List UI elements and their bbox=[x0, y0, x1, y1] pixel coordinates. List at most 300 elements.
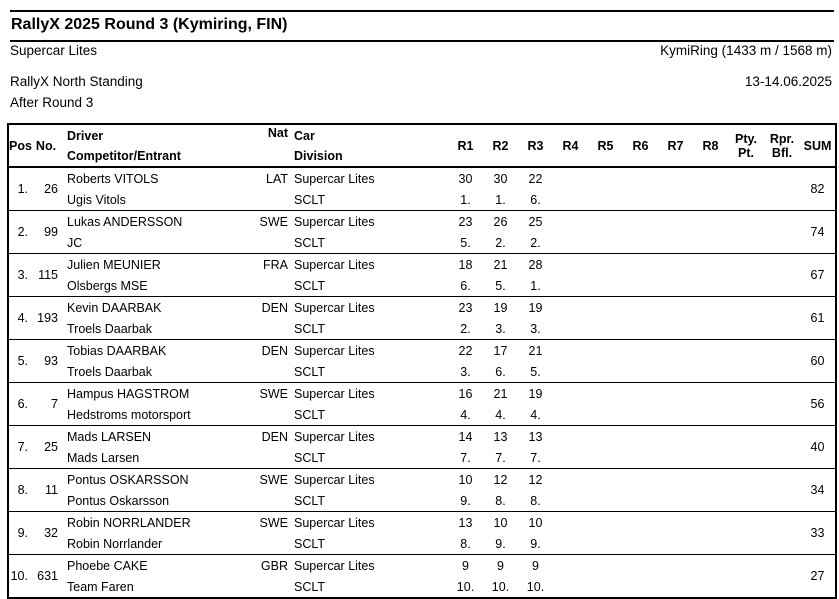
car-model: Supercar Lites bbox=[294, 515, 375, 530]
col-car-label: Car bbox=[294, 128, 315, 143]
r8-points bbox=[693, 297, 728, 319]
penalty-points bbox=[728, 297, 764, 319]
driver-name: Phoebe CAKE bbox=[67, 558, 148, 573]
r4-points bbox=[553, 167, 588, 189]
col-rpr-line1: Rpr. bbox=[769, 131, 795, 146]
entrant-name: Troels Daarbak bbox=[67, 321, 152, 336]
r2-place: 8. bbox=[495, 493, 506, 508]
sum-points: 61 bbox=[810, 311, 825, 325]
r1-points: 23 bbox=[458, 214, 473, 229]
r8-place bbox=[693, 232, 728, 254]
col-driver-label: Driver bbox=[67, 128, 104, 143]
r1-points: 30 bbox=[458, 171, 473, 186]
r5-points bbox=[588, 211, 623, 233]
r4-points bbox=[553, 426, 588, 448]
r2-points: 21 bbox=[493, 386, 508, 401]
nationality: DEN bbox=[261, 343, 288, 358]
r4-points bbox=[553, 340, 588, 362]
r2-points: 9 bbox=[497, 558, 504, 573]
car-number: 193 bbox=[37, 311, 58, 325]
penalty-spacer bbox=[728, 490, 764, 512]
driver-name: Robin NORRLANDER bbox=[67, 515, 191, 530]
r1-points: 14 bbox=[458, 429, 473, 444]
col-pos: Pos bbox=[8, 124, 30, 167]
car-model: Supercar Lites bbox=[294, 558, 375, 573]
r2-place: 7. bbox=[495, 450, 506, 465]
col-r2: R2 bbox=[483, 124, 518, 167]
nat-spacer bbox=[255, 490, 288, 512]
car-number: 32 bbox=[44, 526, 58, 540]
r7-points bbox=[658, 167, 693, 189]
r3-place: 7. bbox=[530, 450, 541, 465]
sum-points: 34 bbox=[810, 483, 825, 497]
r7-place bbox=[658, 361, 693, 383]
r5-points bbox=[588, 555, 623, 577]
penalty-spacer bbox=[728, 447, 764, 469]
r7-place bbox=[658, 189, 693, 211]
division-code: SCLT bbox=[294, 493, 326, 508]
table-row bbox=[8, 512, 836, 555]
col-sum: SUM bbox=[800, 124, 836, 167]
col-pty-line1: Pty. bbox=[735, 131, 757, 146]
table-row bbox=[8, 469, 836, 512]
penalty-spacer bbox=[728, 361, 764, 383]
r3-place: 6. bbox=[530, 192, 541, 207]
r3-place: 10. bbox=[526, 579, 545, 594]
entrant-name: Team Faren bbox=[67, 579, 134, 594]
car-model: Supercar Lites bbox=[294, 386, 375, 401]
r4-points bbox=[553, 211, 588, 233]
r5-points bbox=[588, 254, 623, 276]
repair-bonus bbox=[764, 254, 800, 276]
r7-place bbox=[658, 576, 693, 598]
repair-bonus bbox=[764, 340, 800, 362]
division-code: SCLT bbox=[294, 579, 326, 594]
nationality: SWE bbox=[259, 472, 288, 487]
r2-place: 2. bbox=[495, 235, 506, 250]
r3-points: 25 bbox=[528, 214, 543, 229]
r3-points: 12 bbox=[528, 472, 543, 487]
r8-points bbox=[693, 167, 728, 189]
table-row bbox=[8, 426, 836, 469]
repair-spacer bbox=[764, 490, 800, 512]
standing-title: RallyX North Standing bbox=[10, 74, 143, 89]
r1-place: 1. bbox=[460, 192, 471, 207]
r1-points: 13 bbox=[458, 515, 473, 530]
r1-place: 7. bbox=[460, 450, 471, 465]
driver-name: Hampus HAGSTROM bbox=[67, 386, 190, 401]
position: 1. bbox=[17, 182, 28, 196]
col-pty-line2: Pt. bbox=[738, 145, 754, 160]
r7-points bbox=[658, 512, 693, 534]
r2-points: 30 bbox=[493, 171, 508, 186]
r8-points bbox=[693, 211, 728, 233]
r3-points: 9 bbox=[532, 558, 539, 573]
repair-bonus bbox=[764, 426, 800, 448]
r6-place bbox=[623, 490, 658, 512]
r7-points bbox=[658, 426, 693, 448]
entrant-name: Pontus Oskarsson bbox=[67, 493, 170, 508]
r6-place bbox=[623, 404, 658, 426]
r8-points bbox=[693, 512, 728, 534]
col-driver bbox=[62, 124, 255, 167]
col-r8: R8 bbox=[693, 124, 728, 167]
repair-bonus bbox=[764, 512, 800, 534]
sum-points: 40 bbox=[810, 440, 825, 454]
r5-place bbox=[588, 447, 623, 469]
car-model: Supercar Lites bbox=[294, 300, 375, 315]
r2-points: 17 bbox=[493, 343, 508, 358]
r4-place bbox=[553, 404, 588, 426]
penalty-spacer bbox=[728, 232, 764, 254]
r2-place: 1. bbox=[495, 192, 506, 207]
nat-spacer bbox=[255, 318, 288, 340]
r7-points bbox=[658, 340, 693, 362]
r2-place: 4. bbox=[495, 407, 506, 422]
r5-points bbox=[588, 383, 623, 405]
r3-place: 9. bbox=[530, 536, 541, 551]
car-model: Supercar Lites bbox=[294, 472, 375, 487]
r5-place bbox=[588, 275, 623, 297]
r1-place: 8. bbox=[460, 536, 471, 551]
car-number: 7 bbox=[51, 397, 58, 411]
car-number: 25 bbox=[44, 440, 58, 454]
division-code: SCLT bbox=[294, 407, 326, 422]
penalty-spacer bbox=[728, 576, 764, 598]
r4-place bbox=[553, 447, 588, 469]
r4-points bbox=[553, 383, 588, 405]
r3-points: 13 bbox=[528, 429, 543, 444]
r3-place: 2. bbox=[530, 235, 541, 250]
r7-points bbox=[658, 383, 693, 405]
table-row bbox=[8, 254, 836, 297]
r4-place bbox=[553, 318, 588, 340]
class-name: Supercar Lites bbox=[10, 43, 98, 58]
r4-place bbox=[553, 576, 588, 598]
r8-place bbox=[693, 189, 728, 211]
nat-spacer bbox=[255, 533, 288, 555]
standings-table bbox=[7, 123, 837, 599]
r7-points bbox=[658, 297, 693, 319]
penalty-spacer bbox=[728, 318, 764, 340]
car-number: 93 bbox=[44, 354, 58, 368]
r4-place bbox=[553, 490, 588, 512]
entrant-name: Ugis Vitols bbox=[67, 192, 126, 207]
r3-points: 19 bbox=[528, 300, 543, 315]
r6-points bbox=[623, 383, 658, 405]
table-row bbox=[8, 555, 836, 599]
repair-spacer bbox=[764, 361, 800, 383]
position: 9. bbox=[17, 526, 28, 540]
r5-points bbox=[588, 426, 623, 448]
r2-points: 12 bbox=[493, 472, 508, 487]
report-header-band bbox=[10, 10, 834, 42]
penalty-points bbox=[728, 469, 764, 491]
r1-place: 2. bbox=[460, 321, 471, 336]
penalty-points bbox=[728, 340, 764, 362]
car-number: 11 bbox=[45, 483, 58, 497]
penalty-points bbox=[728, 555, 764, 577]
r3-points: 10 bbox=[528, 515, 543, 530]
r3-place: 5. bbox=[530, 364, 541, 379]
penalty-points bbox=[728, 167, 764, 189]
repair-spacer bbox=[764, 275, 800, 297]
nat-spacer bbox=[255, 275, 288, 297]
nationality: SWE bbox=[259, 386, 288, 401]
repair-spacer bbox=[764, 447, 800, 469]
r8-place bbox=[693, 361, 728, 383]
after-round: After Round 3 bbox=[10, 95, 94, 110]
r1-points: 23 bbox=[458, 300, 473, 315]
driver-name: Tobias DAARBAK bbox=[67, 343, 167, 358]
car-number: 99 bbox=[44, 225, 58, 239]
col-division-label: Division bbox=[294, 148, 343, 163]
r1-points: 18 bbox=[458, 257, 473, 272]
r8-place bbox=[693, 533, 728, 555]
r1-place: 4. bbox=[460, 407, 471, 422]
r4-place bbox=[553, 533, 588, 555]
table-row bbox=[8, 297, 836, 340]
r2-points: 26 bbox=[493, 214, 508, 229]
r5-place bbox=[588, 232, 623, 254]
repair-spacer bbox=[764, 232, 800, 254]
header-row bbox=[8, 124, 836, 167]
r3-place: 3. bbox=[530, 321, 541, 336]
penalty-spacer bbox=[728, 404, 764, 426]
r4-points bbox=[553, 297, 588, 319]
r6-points bbox=[623, 167, 658, 189]
table-row bbox=[8, 167, 836, 211]
r8-points bbox=[693, 383, 728, 405]
driver-name: Mads LARSEN bbox=[67, 429, 152, 444]
nationality: FRA bbox=[263, 257, 288, 272]
sum-points: 74 bbox=[810, 225, 825, 239]
table-row bbox=[8, 340, 836, 383]
r8-points bbox=[693, 555, 728, 577]
r6-place bbox=[623, 275, 658, 297]
repair-bonus bbox=[764, 297, 800, 319]
entrant-name: JC bbox=[67, 235, 83, 250]
entrant-name: Mads Larsen bbox=[67, 450, 140, 465]
col-competitor-label: Competitor/Entrant bbox=[67, 148, 181, 163]
r6-points bbox=[623, 297, 658, 319]
r5-place bbox=[588, 490, 623, 512]
position: 2. bbox=[17, 225, 28, 239]
r5-points bbox=[588, 167, 623, 189]
r5-place bbox=[588, 533, 623, 555]
repair-bonus bbox=[764, 383, 800, 405]
sum-points: 27 bbox=[810, 569, 825, 583]
r6-points bbox=[623, 254, 658, 276]
division-code: SCLT bbox=[294, 278, 326, 293]
r8-place bbox=[693, 576, 728, 598]
r7-place bbox=[658, 404, 693, 426]
r5-place bbox=[588, 189, 623, 211]
r8-place bbox=[693, 447, 728, 469]
r6-place bbox=[623, 533, 658, 555]
nat-spacer bbox=[255, 361, 288, 383]
nat-spacer bbox=[255, 447, 288, 469]
driver-name: Kevin DAARBAK bbox=[67, 300, 162, 315]
r7-points bbox=[658, 555, 693, 577]
r7-place bbox=[658, 490, 693, 512]
penalty-points bbox=[728, 254, 764, 276]
r6-points bbox=[623, 555, 658, 577]
r4-place bbox=[553, 232, 588, 254]
r1-points: 22 bbox=[458, 343, 473, 358]
division-code: SCLT bbox=[294, 450, 326, 465]
r6-place bbox=[623, 447, 658, 469]
r1-place: 10. bbox=[456, 579, 475, 594]
r2-points: 19 bbox=[493, 300, 508, 315]
sum-points: 33 bbox=[810, 526, 825, 540]
r5-points bbox=[588, 297, 623, 319]
entrant-name: Robin Norrlander bbox=[67, 536, 163, 551]
event-dates: 13-14.06.2025 bbox=[744, 74, 832, 89]
r7-place bbox=[658, 275, 693, 297]
r1-place: 5. bbox=[460, 235, 471, 250]
r7-place bbox=[658, 318, 693, 340]
r8-points bbox=[693, 469, 728, 491]
repair-bonus bbox=[764, 469, 800, 491]
table-row bbox=[8, 383, 836, 426]
penalty-spacer bbox=[728, 275, 764, 297]
division-code: SCLT bbox=[294, 364, 326, 379]
repair-spacer bbox=[764, 404, 800, 426]
col-r3: R3 bbox=[518, 124, 553, 167]
col-r6: R6 bbox=[623, 124, 658, 167]
r3-points: 22 bbox=[528, 171, 543, 186]
r4-place bbox=[553, 275, 588, 297]
repair-bonus bbox=[764, 211, 800, 233]
nationality: DEN bbox=[261, 429, 288, 444]
col-no: No. bbox=[30, 124, 62, 167]
position: 10. bbox=[10, 569, 28, 583]
r7-points bbox=[658, 469, 693, 491]
car-model: Supercar Lites bbox=[294, 171, 375, 186]
r5-place bbox=[588, 318, 623, 340]
penalty-points bbox=[728, 211, 764, 233]
car-number: 26 bbox=[44, 182, 58, 196]
r3-place: 4. bbox=[530, 407, 541, 422]
r7-place bbox=[658, 447, 693, 469]
r1-points: 10 bbox=[458, 472, 473, 487]
r2-place: 5. bbox=[495, 278, 506, 293]
repair-spacer bbox=[764, 576, 800, 598]
repair-spacer bbox=[764, 533, 800, 555]
nationality: SWE bbox=[259, 214, 288, 229]
r2-place: 9. bbox=[495, 536, 506, 551]
r6-points bbox=[623, 469, 658, 491]
r8-points bbox=[693, 340, 728, 362]
sum-points: 56 bbox=[810, 397, 825, 411]
division-code: SCLT bbox=[294, 321, 326, 336]
r3-points: 19 bbox=[528, 386, 543, 401]
col-nat: Nat bbox=[255, 124, 288, 167]
car-model: Supercar Lites bbox=[294, 214, 375, 229]
penalty-points bbox=[728, 383, 764, 405]
r6-place bbox=[623, 318, 658, 340]
r6-points bbox=[623, 211, 658, 233]
position: 4. bbox=[17, 311, 28, 325]
r2-points: 10 bbox=[493, 515, 508, 530]
nationality: GBR bbox=[260, 558, 288, 573]
col-pty bbox=[728, 124, 764, 167]
repair-bonus bbox=[764, 167, 800, 189]
r6-place bbox=[623, 576, 658, 598]
r1-place: 3. bbox=[460, 364, 471, 379]
col-r1: R1 bbox=[448, 124, 483, 167]
r6-place bbox=[623, 361, 658, 383]
r8-place bbox=[693, 275, 728, 297]
table-row bbox=[8, 211, 836, 254]
r4-place bbox=[553, 189, 588, 211]
r4-points bbox=[553, 469, 588, 491]
entrant-name: Hedstroms motorsport bbox=[67, 407, 191, 422]
r6-points bbox=[623, 512, 658, 534]
r4-points bbox=[553, 512, 588, 534]
position: 3. bbox=[17, 268, 28, 282]
car-model: Supercar Lites bbox=[294, 343, 375, 358]
col-rpr-line2: Bfl. bbox=[771, 145, 793, 160]
r2-points: 13 bbox=[493, 429, 508, 444]
entrant-name: Troels Daarbak bbox=[67, 364, 152, 379]
position: 7. bbox=[17, 440, 28, 454]
sum-points: 82 bbox=[810, 182, 825, 196]
r8-place bbox=[693, 490, 728, 512]
r4-points bbox=[553, 254, 588, 276]
r8-points bbox=[693, 254, 728, 276]
r5-place bbox=[588, 404, 623, 426]
sum-points: 67 bbox=[810, 268, 825, 282]
repair-spacer bbox=[764, 318, 800, 340]
position: 8. bbox=[17, 483, 28, 497]
penalty-spacer bbox=[728, 533, 764, 555]
car-number: 631 bbox=[37, 569, 58, 583]
col-car bbox=[288, 124, 448, 167]
position: 5. bbox=[17, 354, 28, 368]
r6-place bbox=[623, 232, 658, 254]
r8-place bbox=[693, 318, 728, 340]
r1-points: 16 bbox=[458, 386, 473, 401]
driver-name: Roberts VITOLS bbox=[67, 171, 159, 186]
position: 6. bbox=[17, 397, 28, 411]
r2-place: 6. bbox=[495, 364, 506, 379]
r7-points bbox=[658, 254, 693, 276]
r4-place bbox=[553, 361, 588, 383]
r1-place: 9. bbox=[460, 493, 471, 508]
nat-spacer bbox=[255, 232, 288, 254]
r1-points: 9 bbox=[462, 558, 469, 573]
r2-place: 3. bbox=[495, 321, 506, 336]
r5-points bbox=[588, 340, 623, 362]
r5-points bbox=[588, 469, 623, 491]
car-number: 115 bbox=[38, 268, 58, 282]
nationality: SWE bbox=[259, 515, 288, 530]
nat-spacer bbox=[255, 189, 288, 211]
division-code: SCLT bbox=[294, 235, 326, 250]
r6-points bbox=[623, 426, 658, 448]
driver-name: Lukas ANDERSSON bbox=[67, 214, 183, 229]
penalty-points bbox=[728, 426, 764, 448]
r3-place: 1. bbox=[530, 278, 541, 293]
r3-points: 28 bbox=[528, 257, 543, 272]
r7-place bbox=[658, 533, 693, 555]
entrant-name: Olsbergs MSE bbox=[67, 278, 148, 293]
r8-place bbox=[693, 404, 728, 426]
penalty-points bbox=[728, 512, 764, 534]
driver-name: Pontus OSKARSSON bbox=[67, 472, 189, 487]
